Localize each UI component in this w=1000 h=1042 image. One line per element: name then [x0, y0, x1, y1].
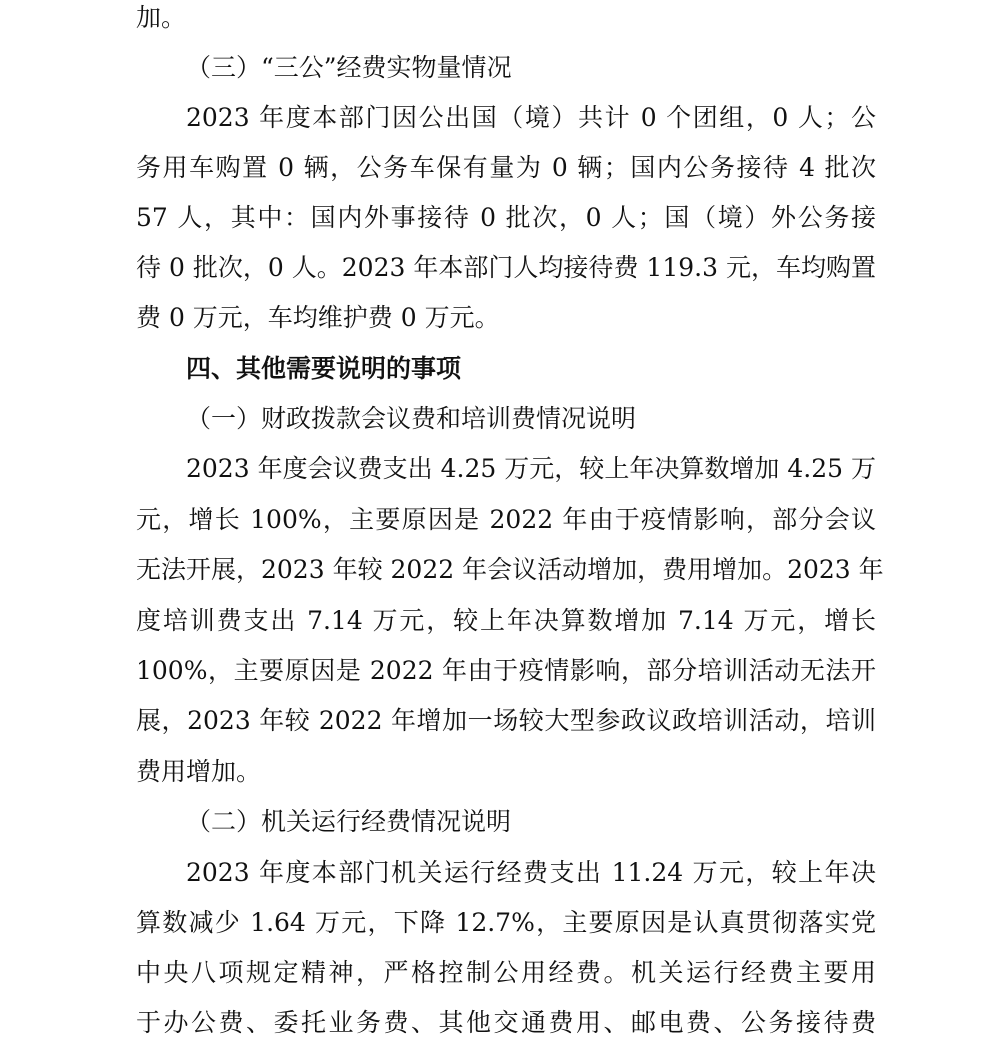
section-heading: 四、其他需要说明的事项	[186, 354, 462, 383]
paragraph-line: 2023 年度本部门因公出国（境）共计 0 个团组，0 人；公	[186, 103, 876, 132]
paragraph-line: 费 0 万元，车均维护费 0 万元。	[136, 303, 500, 332]
paragraph-line: 于办公费、委托业务费、其他交通费用、邮电费、公务接待费	[136, 1008, 876, 1037]
section-subheading: （三）“三公”经费实物量情况	[186, 53, 512, 82]
paragraph-line: 2023 年度会议费支出 4.25 万元，较上年决算数增加 4.25 万	[186, 454, 876, 483]
paragraph-line: 待 0 批次，0 人。2023 年本部门人均接待费 119.3 元，车均购置	[136, 253, 876, 282]
paragraph-line: 57 人，其中：国内外事接待 0 批次，0 人；国（境）外公务接	[136, 203, 876, 232]
paragraph-line: 2023 年度本部门机关运行经费支出 11.24 万元，较上年决	[186, 858, 876, 887]
text-line: 加。	[136, 3, 187, 32]
paragraph-line: 务用车购置 0 辆，公务车保有量为 0 辆；国内公务接待 4 批次	[136, 153, 876, 182]
paragraph-line: 费用增加。	[136, 757, 262, 786]
section-subheading: （一）财政拨款会议费和培训费情况说明	[186, 404, 637, 433]
paragraph-line: 展，2023 年较 2022 年增加一场较大型参政议政培训活动，培训	[136, 706, 876, 735]
paragraph-line: 度培训费支出 7.14 万元，较上年决算数增加 7.14 万元，增长	[136, 606, 876, 635]
paragraph-line: 算数减少 1.64 万元，下降 12.7%，主要原因是认真贯彻落实党	[136, 908, 876, 937]
paragraph-line: 元，增长 100%，主要原因是 2022 年由于疫情影响，部分会议	[136, 505, 876, 534]
paragraph-line: 中央八项规定精神，严格控制公用经费。机关运行经费主要用	[136, 958, 876, 987]
section-subheading: （二）机关运行经费情况说明	[186, 807, 512, 836]
paragraph-line: 无法开展，2023 年较 2022 年会议活动增加，费用增加。2023 年	[136, 555, 884, 584]
paragraph-line: 100%，主要原因是 2022 年由于疫情影响，部分培训活动无法开	[136, 656, 876, 685]
